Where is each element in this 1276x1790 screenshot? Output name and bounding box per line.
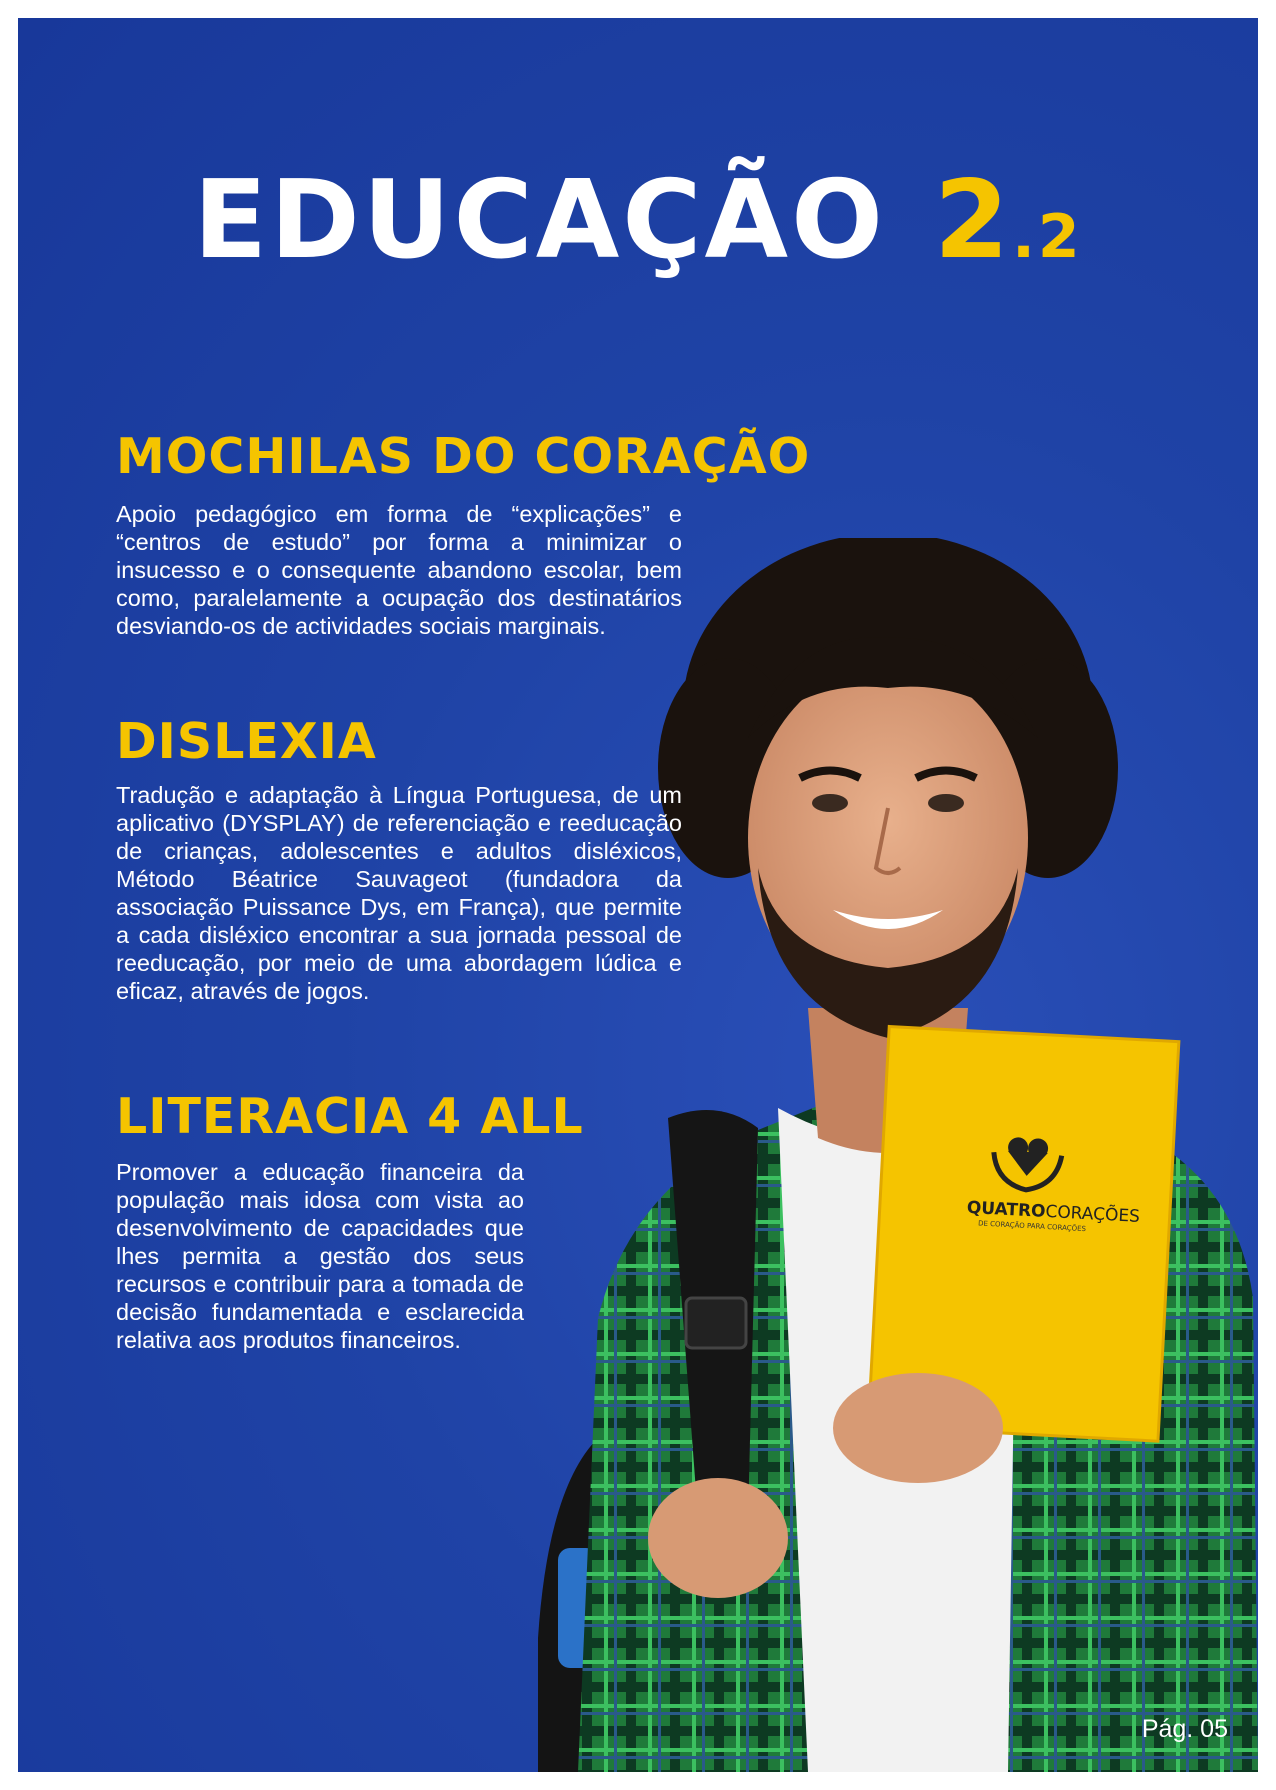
page-number: Pág. 05 (1141, 1715, 1228, 1743)
student-illustration (538, 538, 1258, 1772)
section-body-literacia: Promover a educação financeira da população mais idosa com vista ao desenvolvimento de capacidades que lhes permita a gestão dos seus recursos e contribuir para a tomada de decisão fundamentada e esclarecida relativa aos produtos financeiros. (116, 1159, 524, 1353)
folder-brand: QUATROCORAÇÕES (966, 1197, 1141, 1227)
chapter-number: 2 (933, 158, 1013, 283)
page-title (18, 158, 1258, 283)
section-heading-literacia: LITERACIA 4 ALL (116, 1088, 584, 1145)
title-text: EDUCAÇÃO (193, 158, 886, 283)
page (18, 18, 1258, 1772)
chapter-subnumber: .2 (1012, 202, 1083, 272)
section-body-dislexia: Tradução e adaptação à Língua Portuguesa, de um aplicativo (DYSPLAY) de referenciação e reeducação de crianças, adolescentes e adultos disléxicos, Método Béatrice Sauvageot (fundadora da associação Puissance Dys, em França), que permite a cada disléxico encontrar a sua jornada pessoal de reeducação, por meio de uma abordagem lúdica e eficaz, através de jogos. (116, 782, 682, 1004)
section-heading-dislexia: DISLEXIA (116, 713, 377, 770)
folder-tagline: DE CORAÇÃO PARA CORAÇÕES (977, 1219, 1087, 1234)
section-heading-mochilas: MOCHILAS DO CORAÇÃO (116, 428, 811, 485)
section-body-mochilas: Apoio pedagógico em forma de “explicações” e “centros de estudo” por forma a minimizar o insucesso e o consequente abandono escolar, bem como, paralelamente a ocupação dos destinatários desviando-os de actividades sociais marginais. (116, 501, 682, 639)
